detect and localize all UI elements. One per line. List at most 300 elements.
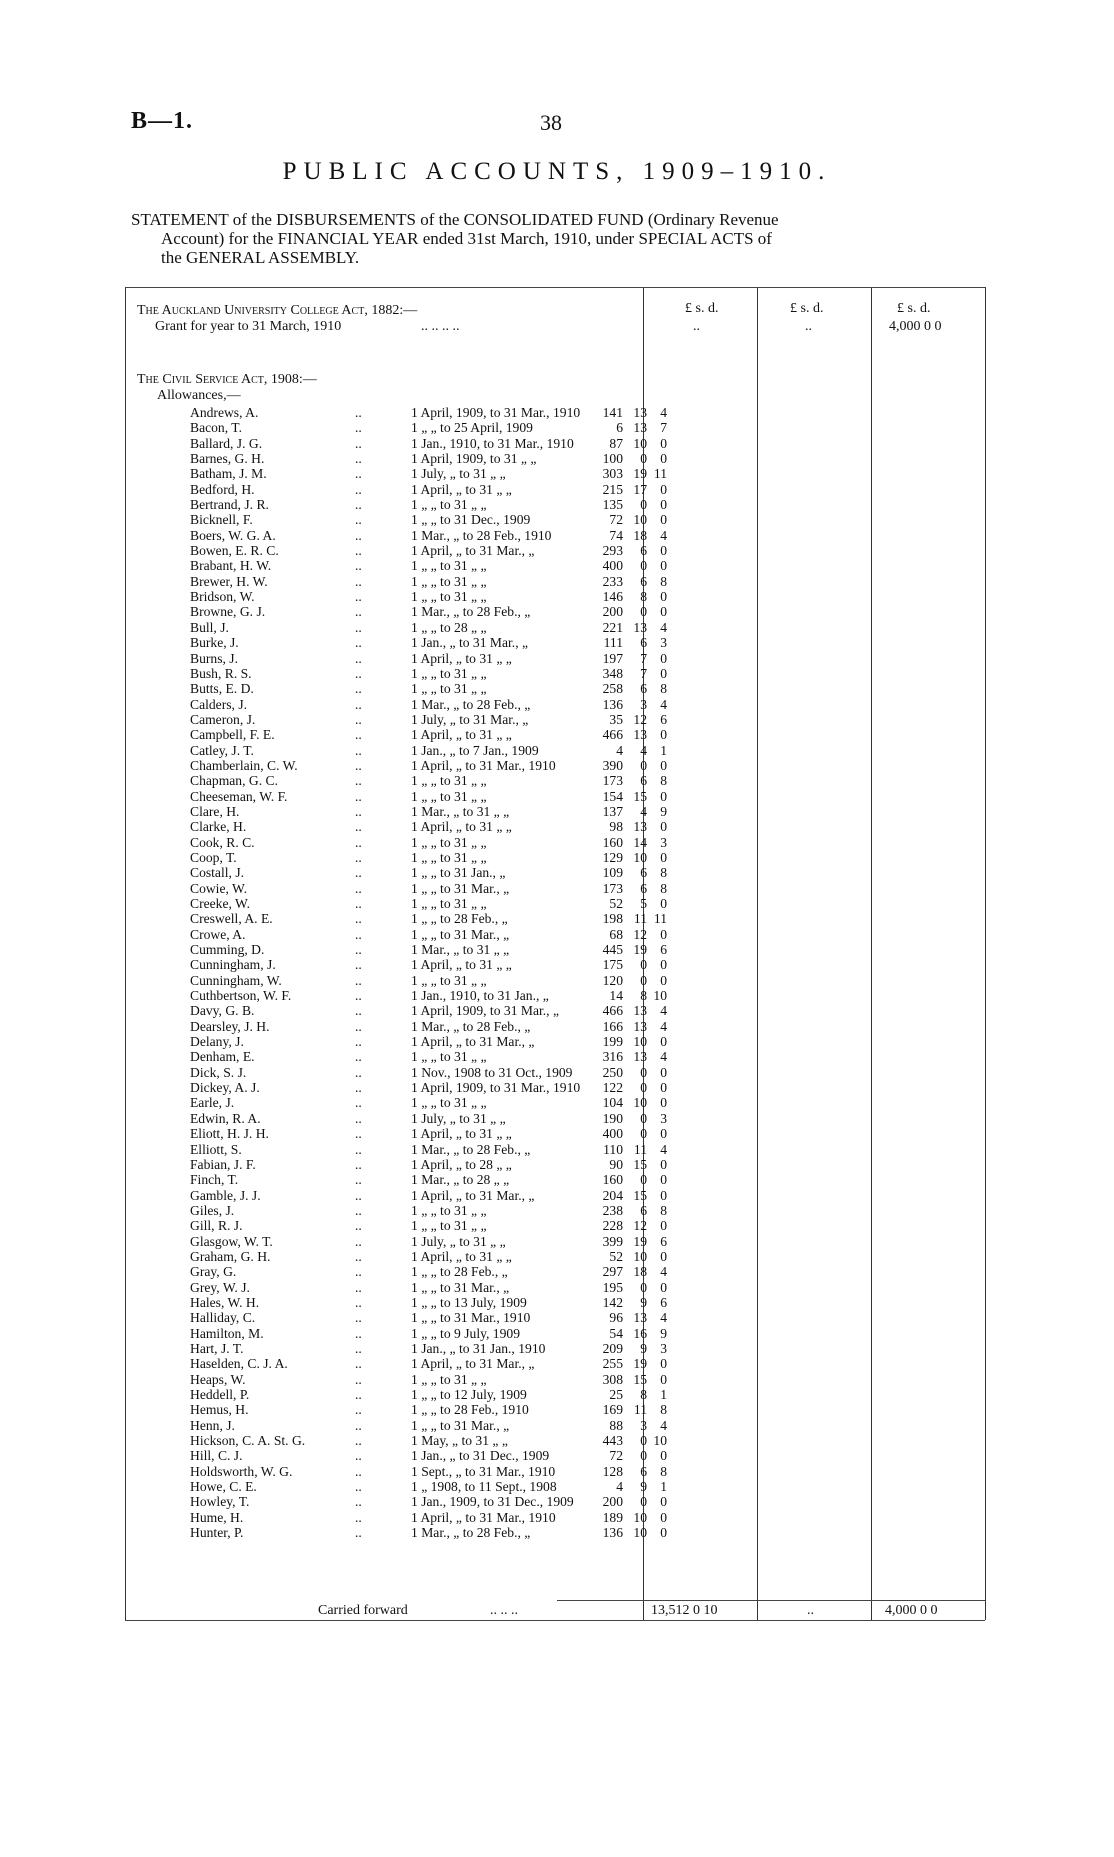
- amount-shillings: 0: [640, 1080, 647, 1096]
- allowances-subheading: Allowances,—: [157, 388, 241, 403]
- amount-pence: 6: [660, 942, 667, 958]
- payee-name: Davy, G. B.: [190, 1003, 255, 1019]
- amount-pence: 0: [660, 1064, 667, 1080]
- row-leader: ..: [355, 543, 362, 559]
- table-row: [125, 896, 985, 911]
- table-row: [125, 758, 985, 773]
- amount-shillings: 13: [633, 1018, 647, 1034]
- row-leader: ..: [355, 1034, 362, 1050]
- allowance-period: 1 „ „ to 9 July, 1909: [411, 1325, 520, 1341]
- amount-pounds: 74: [609, 527, 623, 543]
- allowance-period: 1 „ „ to 31 Mar., „: [411, 1417, 510, 1433]
- payee-name: Burke, J.: [190, 635, 239, 651]
- amount-pence: 0: [660, 481, 667, 497]
- amount-pence: 0: [660, 543, 667, 559]
- table-row: [125, 1049, 985, 1064]
- amount-pounds: 111: [603, 635, 623, 651]
- row-leader: ..: [355, 1202, 362, 1218]
- row-leader: ..: [355, 1049, 362, 1065]
- amount-shillings: 6: [640, 543, 647, 559]
- amount-pounds: 35: [609, 711, 623, 727]
- amount-pence: 0: [660, 1525, 667, 1541]
- payee-name: Bull, J.: [190, 619, 229, 635]
- amount-shillings: 14: [633, 834, 647, 850]
- payee-name: Glasgow, W. T.: [190, 1233, 273, 1249]
- amount-pounds: 189: [602, 1509, 623, 1525]
- payee-name: Bertrand, J. R.: [190, 497, 269, 513]
- amount-shillings: 5: [640, 896, 647, 911]
- table-row: [125, 804, 985, 819]
- amount-pence: 11: [653, 911, 667, 927]
- table-row: [125, 1295, 985, 1310]
- row-leader: ..: [355, 742, 362, 758]
- amount-shillings: 11: [633, 1402, 647, 1418]
- table-row: [125, 1387, 985, 1402]
- amount-pence: 0: [660, 512, 667, 528]
- payee-name: Dick, S. J.: [190, 1064, 247, 1080]
- payee-name: Catley, J. T.: [190, 742, 254, 758]
- allowance-period: 1 Mar., „ to 28 Feb., „: [411, 696, 531, 712]
- allowance-period: 1 „ „ to 31 Jan., „: [411, 865, 506, 881]
- amount-pounds: 154: [602, 788, 623, 804]
- payee-name: Gray, G.: [190, 1264, 237, 1280]
- amount-shillings: 7: [640, 665, 647, 681]
- amount-pounds: 215: [602, 481, 623, 497]
- amount-pounds: 120: [602, 972, 623, 988]
- allowance-period: 1 „ „ to 31 „ „: [411, 1371, 487, 1387]
- amount-shillings: 10: [633, 1509, 647, 1525]
- row-leader: ..: [355, 481, 362, 497]
- row-leader: ..: [355, 619, 362, 635]
- table-row: [125, 1402, 985, 1417]
- amount-pence: 0: [660, 957, 667, 973]
- amount-pounds: 297: [602, 1264, 623, 1280]
- amount-pounds: 228: [602, 1218, 623, 1234]
- amount-shillings: 10: [633, 1034, 647, 1050]
- payee-name: Cunningham, W.: [190, 972, 282, 988]
- amount-shillings: 0: [640, 1110, 647, 1126]
- statement-line-2: Account) for the FINANCIAL YEAR ended 31st March, 1910, under SPECIAL ACTS of: [161, 229, 772, 248]
- amount-shillings: 8: [640, 589, 647, 605]
- allowance-period: 1 April, 1909, to 31 Mar., 1910: [411, 1080, 581, 1096]
- row-leader: ..: [355, 711, 362, 727]
- row-leader: ..: [355, 1494, 362, 1510]
- amount-pounds: 250: [602, 1064, 623, 1080]
- table-row: [125, 620, 985, 635]
- civil-service-act-heading: The Civil Service Act, 1908:—: [137, 372, 317, 387]
- payee-name: Costall, J.: [190, 865, 245, 881]
- row-leader: ..: [355, 558, 362, 574]
- table-row: [125, 451, 985, 466]
- allowance-period: 1 „ „ to 31 Mar., „: [411, 1279, 510, 1295]
- amount-pence: 0: [660, 849, 667, 865]
- allowance-period: 1 April, „ to 31 „ „: [411, 650, 512, 666]
- amount-pounds: 200: [602, 604, 623, 620]
- row-leader: ..: [355, 1387, 362, 1402]
- allowance-period: 1 „ „ to 31 „ „: [411, 497, 487, 513]
- payee-name: Bedford, H.: [190, 481, 255, 497]
- payee-name: Finch, T.: [190, 1172, 239, 1188]
- row-leader: ..: [355, 681, 362, 697]
- statement-line-3: the GENERAL ASSEMBLY.: [161, 248, 360, 267]
- amount-shillings: 0: [640, 1448, 647, 1464]
- amount-shillings: 6: [640, 681, 647, 697]
- table-row: [125, 850, 985, 865]
- row-leader: ..: [355, 1248, 362, 1264]
- allowance-period: 1 April, „ to 31 Mar., „: [411, 1187, 535, 1203]
- row-leader: ..: [355, 466, 362, 482]
- amount-pounds: 445: [602, 942, 623, 958]
- table-row: [125, 712, 985, 727]
- amount-pence: 4: [660, 405, 667, 420]
- table-row: [125, 466, 985, 481]
- allowance-period: 1 April, „ to 31 Mar., „: [411, 1356, 535, 1372]
- amount-shillings: 9: [640, 1294, 647, 1310]
- payee-name: Dearsley, J. H.: [190, 1018, 270, 1034]
- amount-pounds: 233: [602, 573, 623, 589]
- amount-pounds: 90: [609, 1156, 623, 1172]
- amount-shillings: 15: [633, 1156, 647, 1172]
- table-row: [125, 957, 985, 972]
- amount-shillings: 6: [640, 573, 647, 589]
- allowance-period: 1 Jan., „ to 7 Jan., 1909: [411, 742, 539, 758]
- allowance-period: 1 „ „ to 31 „ „: [411, 681, 487, 697]
- amount-pounds: 400: [602, 1126, 623, 1142]
- row-leader: ..: [355, 1463, 362, 1479]
- allowance-period: 1 Mar., „ to 28 Feb., „: [411, 604, 531, 620]
- payee-name: Halliday, C.: [190, 1310, 256, 1326]
- amount-pounds: 137: [602, 803, 623, 819]
- amount-shillings: 8: [640, 988, 647, 1004]
- payee-name: Hemus, H.: [190, 1402, 249, 1418]
- allowance-period: 1 April, „ to 31 „ „: [411, 1126, 512, 1142]
- column-header-1: £ s. d.: [685, 301, 719, 316]
- table-row: [125, 681, 985, 696]
- amount-shillings: 6: [640, 635, 647, 651]
- row-leader: ..: [355, 803, 362, 819]
- total-rule-upper: [557, 1600, 985, 1601]
- row-leader: ..: [355, 573, 362, 589]
- amount-pence: 0: [660, 1126, 667, 1142]
- amount-shillings: 0: [640, 558, 647, 574]
- amount-pounds: 175: [602, 957, 623, 973]
- payee-name: Creswell, A. E.: [190, 911, 273, 927]
- amount-pence: 0: [660, 896, 667, 911]
- table-row: [125, 1065, 985, 1080]
- amount-pounds: 308: [602, 1371, 623, 1387]
- row-leader: ..: [355, 1356, 362, 1372]
- amount-pounds: 466: [602, 1003, 623, 1019]
- allowance-period: 1 „ „ to 31 „ „: [411, 834, 487, 850]
- amount-pence: 0: [660, 1080, 667, 1096]
- row-leader: ..: [355, 896, 362, 911]
- amount-pence: 0: [660, 589, 667, 605]
- amount-pence: 8: [660, 681, 667, 697]
- amount-shillings: 12: [633, 926, 647, 942]
- payee-name: Henn, J.: [190, 1417, 235, 1433]
- amount-pounds: 209: [602, 1340, 623, 1356]
- amount-pounds: 14: [609, 988, 623, 1004]
- amount-shillings: 19: [633, 1356, 647, 1372]
- payee-name: Heaps, W.: [190, 1371, 246, 1387]
- amount-shillings: 10: [633, 1095, 647, 1111]
- allowance-period: 1 Nov., 1908 to 31 Oct., 1909: [411, 1064, 573, 1080]
- table-row: [125, 574, 985, 589]
- row-leader: ..: [355, 635, 362, 651]
- amount-pounds: 6: [616, 420, 623, 436]
- amount-pounds: 466: [602, 727, 623, 743]
- row-leader: ..: [355, 972, 362, 988]
- row-leader: ..: [355, 665, 362, 681]
- amount-pence: 0: [660, 819, 667, 835]
- auckland-grant-amount: 4,000 0 0: [889, 319, 942, 334]
- amount-pence: 0: [660, 1156, 667, 1172]
- row-leader: ..: [355, 1448, 362, 1464]
- allowance-period: 1 „ „ to 31 „ „: [411, 896, 487, 911]
- payee-name: Boers, W. G. A.: [190, 527, 276, 543]
- amount-pence: 0: [660, 558, 667, 574]
- allowance-period: 1 „ „ to 31 „ „: [411, 849, 487, 865]
- amount-pounds: 160: [602, 834, 623, 850]
- allowance-period: 1 July, „ to 31 „ „: [411, 1233, 506, 1249]
- amount-pounds: 100: [602, 451, 623, 467]
- amount-shillings: 0: [640, 451, 647, 467]
- table-row: [125, 1034, 985, 1049]
- row-leader: ..: [355, 849, 362, 865]
- allowance-period: 1 April, 1909, to 31 „ „: [411, 451, 537, 467]
- table-row: [125, 1433, 985, 1448]
- amount-pence: 7: [660, 420, 667, 436]
- row-leader: ..: [355, 911, 362, 927]
- row-leader: ..: [355, 604, 362, 620]
- amount-pence: 0: [660, 1034, 667, 1050]
- amount-pence: 0: [660, 665, 667, 681]
- payee-name: Cowie, W.: [190, 880, 248, 896]
- payee-name: Howe, C. E.: [190, 1479, 257, 1495]
- table-row: [125, 1126, 985, 1141]
- row-leader: ..: [355, 1417, 362, 1433]
- amount-pounds: 258: [602, 681, 623, 697]
- amount-pence: 4: [660, 1141, 667, 1157]
- auckland-col2-dots: ..: [805, 319, 812, 334]
- payee-name: Chamberlain, C. W.: [190, 757, 298, 773]
- allowance-period: 1 Jan., „ to 31 Mar., „: [411, 635, 529, 651]
- row-leader: ..: [355, 1433, 362, 1449]
- allowance-period: 1 Jan., „ to 31 Dec., 1909: [411, 1448, 550, 1464]
- amount-pence: 6: [660, 1233, 667, 1249]
- table-row: [125, 651, 985, 666]
- payee-name: Bush, R. S.: [190, 665, 252, 681]
- amount-pounds: 136: [602, 696, 623, 712]
- amount-pounds: 88: [609, 1417, 623, 1433]
- amount-pounds: 128: [602, 1463, 623, 1479]
- amount-shillings: 11: [633, 911, 647, 927]
- auckland-grant-label: Grant for year to 31 March, 1910: [155, 319, 342, 334]
- amount-pounds: 198: [602, 911, 623, 927]
- row-leader: ..: [355, 1479, 362, 1495]
- amount-shillings: 13: [633, 1049, 647, 1065]
- payee-name: Brabant, H. W.: [190, 558, 272, 574]
- amount-shillings: 3: [640, 1417, 647, 1433]
- amount-pounds: 4: [616, 742, 623, 758]
- payee-name: Cunningham, J.: [190, 957, 276, 973]
- table-row: [125, 558, 985, 573]
- amount-pounds: 303: [602, 466, 623, 482]
- payee-name: Bridson, W.: [190, 589, 255, 605]
- amount-pence: 4: [660, 619, 667, 635]
- table-row: [125, 1494, 985, 1509]
- amount-pounds: 72: [609, 512, 623, 528]
- row-leader: ..: [355, 727, 362, 743]
- payee-name: Earle, J.: [190, 1095, 235, 1111]
- amount-shillings: 3: [640, 696, 647, 712]
- amount-shillings: 4: [640, 742, 647, 758]
- table-row: [125, 482, 985, 497]
- amount-pounds: 400: [602, 558, 623, 574]
- table-row: [125, 1218, 985, 1233]
- payee-name: Barnes, G. H.: [190, 451, 265, 467]
- allowance-period: 1 „ „ to 13 July, 1909: [411, 1294, 527, 1310]
- table-row: [125, 1418, 985, 1433]
- payee-name: Bicknell, F.: [190, 512, 253, 528]
- allowance-period: 1 „ „ to 31 „ „: [411, 1049, 487, 1065]
- payee-name: Heddell, P.: [190, 1387, 250, 1402]
- amount-shillings: 0: [640, 972, 647, 988]
- amount-shillings: 0: [640, 1172, 647, 1188]
- amount-pence: 0: [660, 1279, 667, 1295]
- amount-shillings: 10: [633, 849, 647, 865]
- amount-pence: 8: [660, 1402, 667, 1418]
- amount-shillings: 6: [640, 880, 647, 896]
- amount-shillings: 8: [640, 1387, 647, 1402]
- amount-shillings: 0: [640, 1126, 647, 1142]
- amount-shillings: 13: [633, 727, 647, 743]
- allowance-period: 1 „ „ to 31 Mar., 1910: [411, 1310, 531, 1326]
- table-bottom-rule: [125, 1620, 985, 1621]
- row-leader: ..: [355, 1141, 362, 1157]
- amount-shillings: 12: [633, 1218, 647, 1234]
- amount-pence: 9: [660, 803, 667, 819]
- table-row: [125, 1172, 985, 1187]
- row-leader: ..: [355, 1264, 362, 1280]
- allowance-period: 1 „ „ to 31 Mar., „: [411, 926, 510, 942]
- allowance-period: 1 Jan., 1910, to 31 Jan., „: [411, 988, 549, 1004]
- amount-pence: 0: [660, 451, 667, 467]
- amount-pounds: 348: [602, 665, 623, 681]
- amount-pounds: 443: [602, 1433, 623, 1449]
- payee-name: Cook, R. C.: [190, 834, 255, 850]
- amount-pounds: 238: [602, 1202, 623, 1218]
- amount-shillings: 0: [640, 1279, 647, 1295]
- payee-name: Bowen, E. R. C.: [190, 543, 279, 559]
- table-row: [125, 1080, 985, 1095]
- amount-shillings: 0: [640, 757, 647, 773]
- carried-forward-col2: ..: [807, 1603, 814, 1618]
- row-leader: ..: [355, 926, 362, 942]
- allowance-period: 1 „ „ to 31 „ „: [411, 573, 487, 589]
- amount-pence: 0: [660, 926, 667, 942]
- amount-pence: 4: [660, 1264, 667, 1280]
- payee-name: Fabian, J. F.: [190, 1156, 256, 1172]
- table-row: [125, 697, 985, 712]
- amount-pounds: 52: [609, 896, 623, 911]
- amount-pounds: 4: [616, 1479, 623, 1495]
- row-leader: ..: [355, 1172, 362, 1188]
- amount-pence: 4: [660, 1003, 667, 1019]
- allowance-period: 1 April, „ to 31 Mar., 1910: [411, 757, 556, 773]
- payee-name: Grey, W. J.: [190, 1279, 250, 1295]
- carried-forward-label: Carried forward: [318, 1603, 408, 1618]
- row-leader: ..: [355, 773, 362, 789]
- payee-name: Cameron, J.: [190, 711, 256, 727]
- amount-pence: 4: [660, 1018, 667, 1034]
- payee-name: Dickey, A. J.: [190, 1080, 260, 1096]
- amount-pounds: 204: [602, 1187, 623, 1203]
- table-row: [125, 865, 985, 880]
- amount-pence: 8: [660, 865, 667, 881]
- amount-pence: 4: [660, 1049, 667, 1065]
- amount-pounds: 169: [602, 1402, 623, 1418]
- amount-pence: 8: [660, 773, 667, 789]
- allowance-period: 1 „ „ to 31 „ „: [411, 773, 487, 789]
- allowance-period: 1 April, „ to 31 „ „: [411, 819, 512, 835]
- amount-pence: 0: [660, 788, 667, 804]
- amount-pence: 0: [660, 1218, 667, 1234]
- amount-pounds: 197: [602, 650, 623, 666]
- amount-shillings: 15: [633, 788, 647, 804]
- amount-shillings: 16: [633, 1325, 647, 1341]
- allowance-period: 1 April, „ to 28 „ „: [411, 1156, 512, 1172]
- amount-pounds: 141: [602, 405, 623, 420]
- amount-pence: 0: [660, 497, 667, 513]
- row-leader: ..: [355, 1294, 362, 1310]
- allowance-period: 1 Mar., „ to 28 „ „: [411, 1172, 510, 1188]
- amount-shillings: 10: [633, 1525, 647, 1541]
- table-row: [125, 1264, 985, 1279]
- table-row: [125, 543, 985, 558]
- allowance-period: 1 April, 1909, to 31 Mar., „: [411, 1003, 560, 1019]
- payee-name: Edwin, R. A.: [190, 1110, 261, 1126]
- amount-pounds: 109: [602, 865, 623, 881]
- allowance-period: 1 „ „ to 31 „ „: [411, 788, 487, 804]
- payee-name: Brewer, H. W.: [190, 573, 268, 589]
- payee-name: Chapman, G. C.: [190, 773, 278, 789]
- page-title: PUBLIC ACCOUNTS, 1909–1910.: [282, 158, 832, 185]
- table-row: [125, 942, 985, 957]
- page-number: 38: [540, 110, 562, 135]
- auckland-grant-leaders: .. .. .. ..: [421, 319, 460, 334]
- table-row: [125, 1479, 985, 1494]
- allowance-period: 1 „ „ to 12 July, 1909: [411, 1387, 527, 1402]
- carried-forward-col1: 13,512 0 10: [651, 1603, 718, 1618]
- payee-name: Holdsworth, W. G.: [190, 1463, 293, 1479]
- amount-pounds: 98: [609, 819, 623, 835]
- table-row: [125, 436, 985, 451]
- amount-pence: 0: [660, 1248, 667, 1264]
- amount-pence: 6: [660, 711, 667, 727]
- payee-name: Andrews, A.: [190, 405, 259, 420]
- payee-name: Hales, W. H.: [190, 1294, 260, 1310]
- amount-pence: 8: [660, 1202, 667, 1218]
- row-leader: ..: [355, 420, 362, 436]
- amount-pounds: 173: [602, 773, 623, 789]
- amount-pounds: 200: [602, 1494, 623, 1510]
- row-leader: ..: [355, 957, 362, 973]
- table-row: [125, 988, 985, 1003]
- amount-pounds: 68: [609, 926, 623, 942]
- row-leader: ..: [355, 512, 362, 528]
- payee-name: Ballard, J. G.: [190, 435, 263, 451]
